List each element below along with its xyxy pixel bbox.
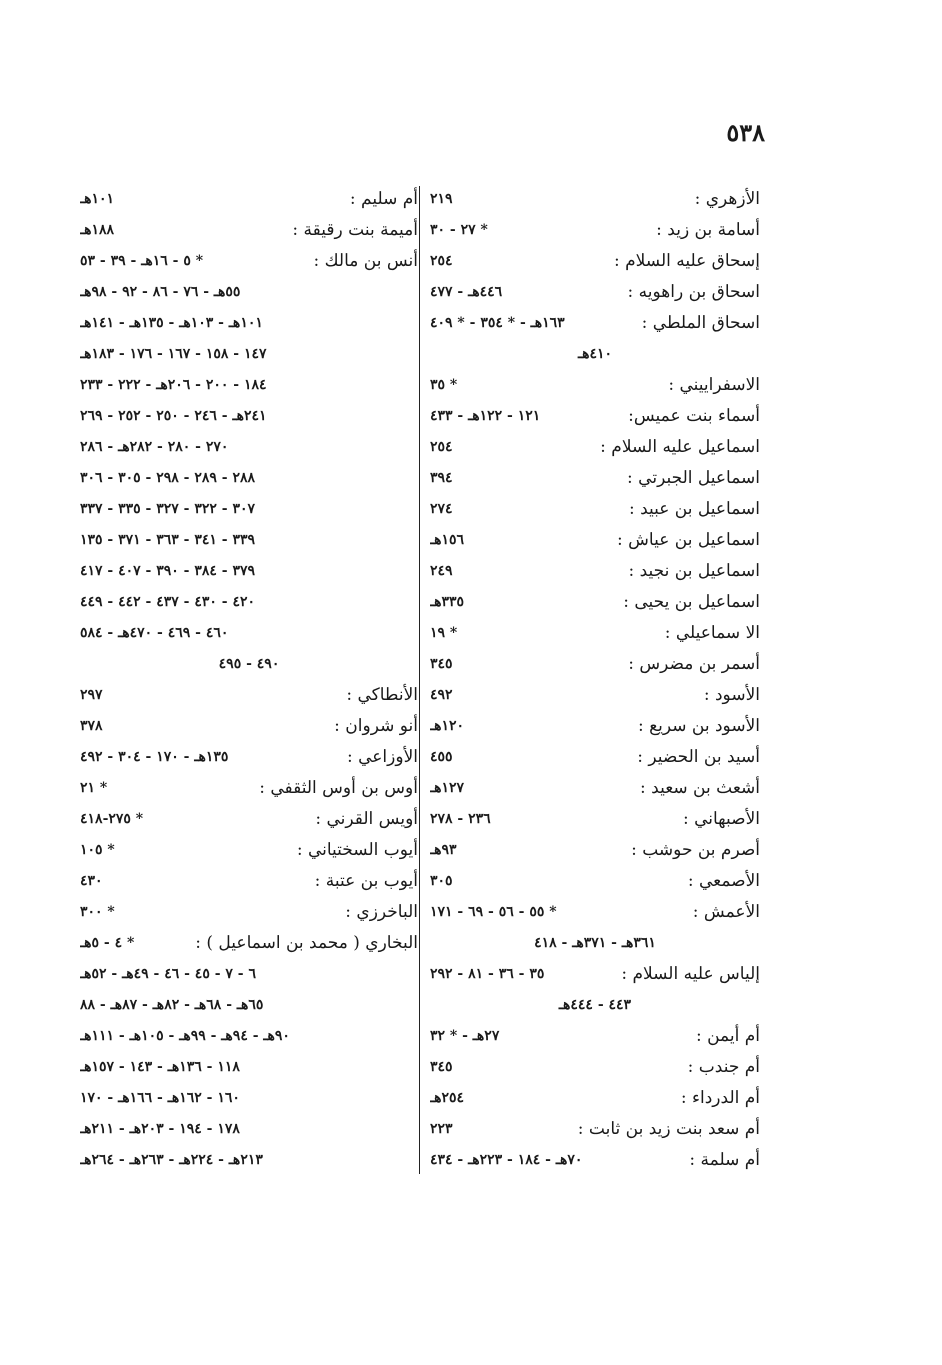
entry-page-refs: ٢٥٤	[430, 439, 453, 455]
index-entry	[430, 215, 760, 246]
entry-page-refs: * ١٠٥	[80, 842, 115, 858]
entry-page-refs: ٥٥هـ - ٧٦ - ٨٦ - ٩٢ - ٩٨هـ	[80, 284, 241, 300]
entry-page-refs: ٣٥ - ٣٦ - ٨١ - ٢٩٢	[430, 966, 545, 982]
entry-page-refs: ٢٤٩	[430, 563, 453, 579]
entry-page-refs: ٣٠٧ - ٣٢٢ - ٣٢٧ - ٣٣٥ - ٣٣٧	[80, 501, 256, 517]
entry-page-refs: ٣٣٥هـ	[430, 594, 465, 610]
entry-name: اسحاق الملطي :	[641, 313, 760, 333]
entry-page-refs: ١٦٠ - ١٦٢هـ - ١٦٦هـ - ١٧٠	[80, 1090, 240, 1106]
index-entry	[430, 618, 760, 649]
entry-page-refs: ٢٧٤	[430, 501, 453, 517]
index-entry	[430, 1145, 760, 1176]
entry-page-refs: ٢٢٣	[430, 1121, 453, 1137]
index-entry-continuation	[80, 990, 418, 1021]
entry-page-refs: ٢٥٤	[430, 253, 453, 269]
entry-page-refs: ١٥٦هـ	[430, 532, 465, 548]
index-entry	[430, 959, 760, 990]
index-entry	[430, 742, 760, 773]
index-entry	[80, 184, 418, 215]
entry-name: أميمة بنت رقيقة :	[292, 220, 418, 240]
index-entry	[430, 463, 760, 494]
entry-page-refs: ١٨٤ - ٢٠٠ - ٢٠٦هـ - ٢٢٢ - ٢٣٣	[80, 377, 267, 393]
index-entry	[80, 246, 418, 277]
entry-page-refs: * ١٩	[430, 625, 458, 641]
entry-page-refs: * ٢١	[80, 780, 108, 796]
entry-name: اسماعيل بن عبيد :	[628, 499, 760, 519]
entry-name: إلياس عليه السلام :	[621, 964, 760, 984]
entry-page-refs: ٣٤٥	[430, 1059, 453, 1075]
entry-name: أشعث بن سعيد :	[640, 778, 760, 798]
entry-page-refs: * ٢٧٥-٤١٨	[80, 811, 144, 827]
entry-page-refs: ٤٣٠	[80, 873, 103, 889]
index-entry	[80, 742, 418, 773]
index-entry-continuation	[80, 339, 418, 370]
index-entry-continuation	[430, 928, 760, 959]
index-entry-continuation	[80, 494, 418, 525]
index-column-right	[430, 184, 760, 1176]
index-entry	[430, 649, 760, 680]
entry-page-refs: ٢٤١هـ - ٢٤٦ - ٢٥٠ - ٢٥٢ - ٢٦٩	[80, 408, 267, 424]
entry-name: أيوب السختياني :	[296, 840, 418, 860]
entry-page-refs: ١١٨ - ١٣٦هـ - ١٤٣ - ١٥٧هـ	[80, 1059, 240, 1075]
entry-name: الاسفراييني :	[668, 375, 760, 395]
entry-name: الأسود بن سريع :	[637, 716, 760, 736]
entry-page-refs: ٤٩٢	[430, 687, 453, 703]
entry-name: أسمر بن مضرس :	[628, 654, 760, 674]
entry-page-refs: * ٣٠٠	[80, 904, 115, 920]
index-entry	[430, 277, 760, 308]
entry-name: اسماعيل بن يحيى :	[623, 592, 760, 612]
index-entry	[80, 928, 418, 959]
entry-name: اسماعيل بن نجيد :	[628, 561, 760, 581]
index-entry-continuation	[80, 432, 418, 463]
entry-page-refs: ١٤٧ - ١٥٨ - ١٦٧ - ١٧٦ - ١٨٣هـ	[80, 346, 267, 362]
index-entry	[80, 773, 418, 804]
entry-page-refs: ٢٣٦ - ٢٧٨	[430, 811, 491, 827]
index-entry	[430, 401, 760, 432]
index-entry-continuation	[80, 1083, 418, 1114]
entry-page-refs: * ٥ - ١٦هـ - ٣٩ - ٥٣	[80, 253, 204, 269]
entry-page-refs: ٣٧٩ - ٣٨٤ - ٣٩٠ - ٤٠٧ - ٤١٧	[80, 563, 256, 579]
entry-page-refs: * ٤ - ٥هـ	[80, 935, 135, 951]
index-entry	[80, 804, 418, 835]
index-entry-continuation	[80, 463, 418, 494]
index-entry-continuation	[80, 370, 418, 401]
index-entry-continuation	[80, 1052, 418, 1083]
entry-name: أويس القرني :	[315, 809, 418, 829]
entry-page-refs: ٦٥هـ - ٦٨هـ - ٨٢هـ - ٨٧هـ - ٨٨	[80, 997, 264, 1013]
entry-page-refs: ٢١٣هـ - ٢٢٤هـ - ٢٦٣هـ - ٢٦٤هـ	[80, 1152, 263, 1168]
index-entry	[430, 308, 760, 339]
entry-name: أوس بن أوس الثقفي :	[259, 778, 418, 798]
entry-name: الأعمش :	[692, 902, 760, 922]
entry-name: اسحاق بن راهويه :	[627, 282, 760, 302]
entry-page-refs: ٣٩٤	[430, 470, 453, 486]
entry-name: أسامة بن زيد :	[656, 220, 760, 240]
entry-page-refs: ١٢٠هـ	[430, 718, 465, 734]
index-entry	[430, 680, 760, 711]
entry-name: الباخرزي :	[345, 902, 418, 922]
entry-page-refs: ١٢٧هـ	[430, 780, 465, 796]
entry-name: أم أيمن :	[695, 1026, 760, 1046]
entry-page-refs: ٢٧٠ - ٢٨٠ - ٢٨٢هـ - ٢٨٦	[80, 439, 229, 455]
entry-name: اسماعيل عليه السلام :	[600, 437, 760, 457]
entry-page-refs: ١٠١هـ	[80, 191, 115, 207]
entry-page-refs: ٣٠٥	[430, 873, 453, 889]
index-entry-continuation	[80, 587, 418, 618]
index-entry	[80, 866, 418, 897]
entry-page-refs: ٣٣٩ - ٣٤١ - ٣٦٣ - ٣٧١ - ١٣٥	[80, 532, 256, 548]
index-entry	[430, 246, 760, 277]
index-entry	[430, 1083, 760, 1114]
entry-page-refs: ١٠١هـ - ١٠٣هـ - ١٣٥هـ - ١٤١هـ	[80, 315, 263, 331]
index-entry-continuation	[80, 618, 418, 649]
entry-name: الأوزاعي :	[346, 747, 418, 767]
index-entry	[430, 525, 760, 556]
index-entry-continuation	[80, 277, 418, 308]
index-entry	[430, 897, 760, 928]
index-entry	[430, 370, 760, 401]
entry-name: أسيد بن الحضير :	[637, 747, 760, 767]
index-column-left	[80, 184, 418, 1176]
index-entry	[430, 773, 760, 804]
index-entry-continuation	[80, 1114, 418, 1145]
entry-name: البخاري ( محمد بن اسماعيل ) :	[195, 933, 418, 953]
entry-page-refs: ٤٩٠ - ٤٩٥	[218, 656, 280, 672]
entry-name: أم الدرداء :	[680, 1088, 760, 1108]
index-entry-continuation	[80, 1021, 418, 1052]
entry-page-refs: ٦ - ٧ - ٤٥ - ٤٦ - ٤٩هـ - ٥٢هـ	[80, 966, 257, 982]
index-entry	[80, 711, 418, 742]
index-entry	[430, 432, 760, 463]
index-entry	[430, 1114, 760, 1145]
index-entry	[430, 556, 760, 587]
entry-page-refs: ٤٥٥	[430, 749, 453, 765]
index-entry	[430, 1021, 760, 1052]
index-entry	[430, 494, 760, 525]
entry-page-refs: ٢٩٧	[80, 687, 103, 703]
entry-page-refs: ١٦٣هـ - * ٣٥٤ - * ٤٠٩	[430, 315, 565, 331]
entry-name: أصرم بن حوشب :	[631, 840, 760, 860]
entry-name: الأصبهاني :	[682, 809, 760, 829]
page-number: ٥٣٨	[726, 118, 765, 147]
index-entry-continuation	[80, 308, 418, 339]
index-entry-continuation	[80, 556, 418, 587]
entry-page-refs: ٣٤٥	[430, 656, 453, 672]
entry-name: أسماء بنت عميس:	[628, 406, 760, 426]
index-entry	[80, 215, 418, 246]
entry-name: الأسود :	[703, 685, 760, 705]
entry-page-refs: ١٣٥هـ - ١٧٠ - ٣٠٤ - ٤٩٢	[80, 749, 229, 765]
entry-page-refs: ٢١٩	[430, 191, 453, 207]
entry-page-refs: ٤٤٦هـ - ٤٧٧	[430, 284, 503, 300]
index-entry	[430, 711, 760, 742]
entry-name: أنس بن مالك :	[313, 251, 418, 271]
index-entry	[430, 835, 760, 866]
column-divider	[419, 186, 420, 1174]
entry-name: اسماعيل الجبرتي :	[627, 468, 760, 488]
index-entry	[430, 804, 760, 835]
index-entry	[430, 866, 760, 897]
entry-name: الأزهري :	[694, 189, 760, 209]
entry-name: الأصمعي :	[687, 871, 760, 891]
entry-name: أم جندب :	[687, 1057, 760, 1077]
index-entry	[80, 835, 418, 866]
index-entry-continuation	[430, 339, 760, 370]
index-entry	[430, 184, 760, 215]
entry-name: أنو شروان :	[334, 716, 418, 736]
entry-page-refs: ٣٦١هـ - ٣٧١هـ - ٤١٨	[534, 935, 656, 951]
entry-page-refs: ٤٦٠ - ٤٦٩ - ٤٧٠هـ - ٥٨٤	[80, 625, 229, 641]
entry-name: أيوب بن عتبة :	[314, 871, 418, 891]
index-entry	[430, 1052, 760, 1083]
entry-name: الأنطاكي :	[346, 685, 418, 705]
index-entry-continuation	[80, 1145, 418, 1176]
entry-page-refs: ٣٧٨	[80, 718, 103, 734]
entry-name: الا سماعيلي :	[664, 623, 760, 643]
entry-page-refs: * ٥٥ - ٥٦ - ٦٩ - ١٧١	[430, 904, 557, 920]
entry-name: أم سليم :	[349, 189, 418, 209]
entry-page-refs: ٢٧هـ - * ٣٢	[430, 1028, 500, 1044]
index-entry	[80, 897, 418, 928]
entry-page-refs: * ٢٧ - ٣٠	[430, 222, 488, 238]
index-entry	[80, 680, 418, 711]
entry-name: اسماعيل بن عياش :	[617, 530, 760, 550]
entry-page-refs: ٢٨٨ - ٢٨٩ - ٢٩٨ - ٣٠٥ - ٣٠٦	[80, 470, 256, 486]
entry-name: أم سلمة :	[689, 1150, 760, 1170]
entry-page-refs: ٩٣هـ	[430, 842, 457, 858]
entry-page-refs: ١٧٨ - ١٩٤ - ٢٠٣هـ - ٢١١هـ	[80, 1121, 240, 1137]
index-entry-continuation	[80, 525, 418, 556]
entry-name: أم سعد بنت زيد بن ثابت :	[577, 1119, 760, 1139]
index-entry-continuation	[80, 401, 418, 432]
entry-page-refs: ٤٢٠ - ٤٣٠ - ٤٣٧ - ٤٤٢ - ٤٤٩	[80, 594, 256, 610]
index-entry-continuation	[80, 649, 418, 680]
entry-page-refs: ٩٠هـ - ٩٤هـ - ٩٩هـ - ١٠٥هـ - ١١١هـ	[80, 1028, 290, 1044]
entry-page-refs: ٤١٠هـ	[577, 346, 613, 362]
index-entry	[430, 587, 760, 618]
entry-page-refs: ١٢١ - ١٢٢هـ - ٤٣٣	[430, 408, 541, 424]
entry-page-refs: ٧٠هـ - ١٨٤ - ٢٢٣هـ - ٤٣٤	[430, 1152, 583, 1168]
index-entry-continuation	[430, 990, 760, 1021]
index-entry-continuation	[80, 959, 418, 990]
entry-page-refs: ٢٥٤هـ	[430, 1090, 465, 1106]
entry-page-refs: ١٨٨هـ	[80, 222, 115, 238]
entry-page-refs: * ٣٥	[430, 377, 458, 393]
entry-name: إسحاق عليه السلام :	[613, 251, 760, 271]
entry-page-refs: ٤٤٣ - ٤٤٤هـ	[558, 997, 632, 1013]
